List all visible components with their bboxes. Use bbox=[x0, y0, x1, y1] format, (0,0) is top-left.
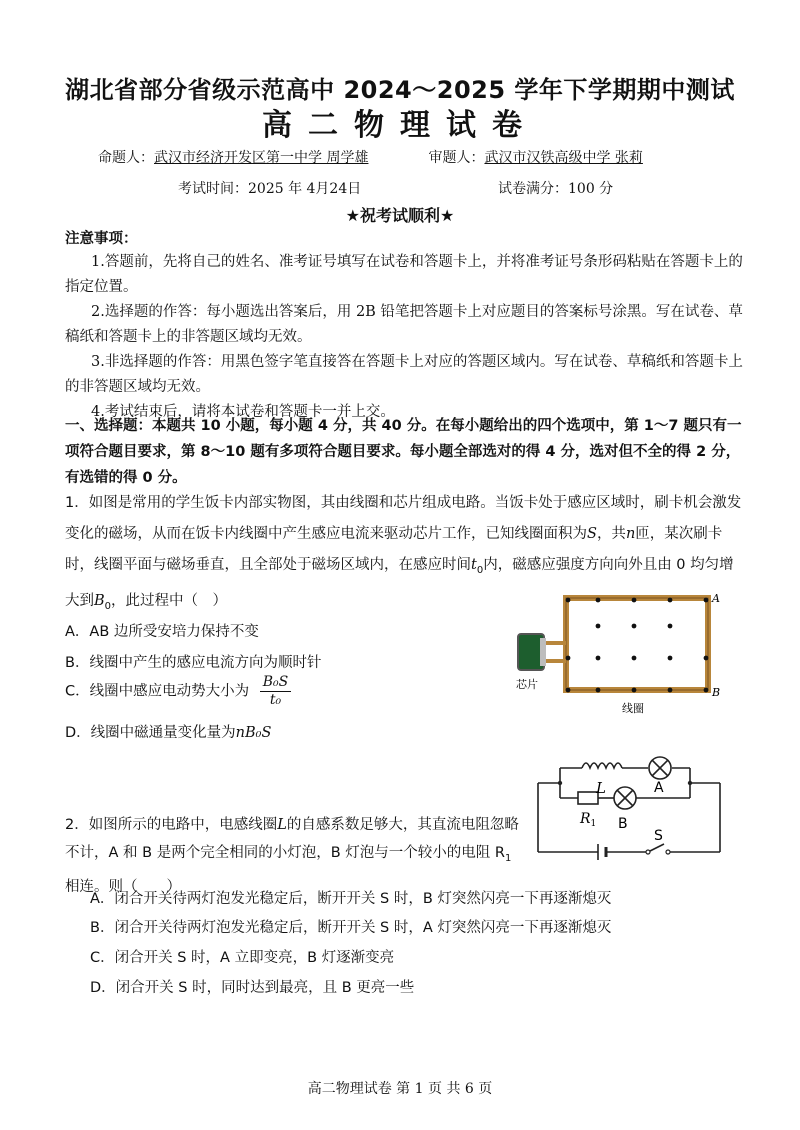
exam-title: 高二物理试卷 bbox=[262, 108, 538, 143]
notices-heading: 注意事项： bbox=[65, 231, 138, 247]
good-luck-banner: ★祝考试顺利★ bbox=[345, 206, 455, 225]
setter-label: 命题人： bbox=[98, 150, 154, 166]
magnetic-field-dots bbox=[566, 598, 709, 693]
exam-time: 考试时间：2025 年 4月24日 bbox=[178, 181, 362, 197]
label-s: S bbox=[654, 828, 663, 844]
fraction-b0s-over-t0: $\frac{\text{B₀S}}{\text{t₀}}$ bbox=[260, 674, 292, 709]
page-footer: 高二物理试卷 第 1 页 共 6 页 bbox=[307, 1081, 493, 1097]
switch bbox=[648, 844, 664, 852]
full-score: 试卷满分：100 分 bbox=[498, 181, 614, 197]
circuit-figure bbox=[530, 748, 730, 866]
label-a: A bbox=[654, 780, 664, 796]
q1-option-d: D．线圈中磁通量变化量为nB₀S bbox=[65, 725, 272, 741]
q1-option-c: C．线圈中感应电动势大小为 $\frac{\text{B₀S}}{\text{t₀}}$ bbox=[65, 674, 291, 709]
exam-info-line bbox=[178, 178, 614, 198]
label-b: B bbox=[618, 816, 628, 832]
q1-option-b: B．线圈中产生的感应电流方向为顺时针 bbox=[65, 655, 322, 671]
question-1-stem: 1．如图是常用的学生饭卡内部实物图，其由线圈和芯片组成电路。当饭卡处于感应区域时，刷卡机会激发变化的磁场，从而在饭卡内线圈中产生感应电流来驱动芯片工作，已知线圈面积为S，共n匝，某次刷卡时，线圈平面与磁场垂直，且全部处于磁场区域内，在感应时间$t_0$内，磁感应强度方向向外且由 0 均匀增大到$B_0$，此过程中（ ） bbox=[65, 495, 742, 612]
reviewer-name: 武汉市汉铁高级中学 张莉 bbox=[484, 150, 643, 166]
question-2-stem: 2．如图所示的电路中，电感线圈L的自感系数足够大，其直流电阻忽略不计，A 和 B 是两个完全相同的小灯泡，B 灯泡与一个较小的电阻 $R_1$相连。则（ ） bbox=[65, 817, 519, 895]
q2-option-c: C．闭合开关 S 时，A 立即变亮，B 灯逐渐变亮 bbox=[90, 950, 395, 966]
setter-name: 武汉市经济开发区第一中学 周学雄 bbox=[154, 150, 369, 166]
inductor bbox=[582, 763, 622, 768]
chip-label: 芯片 bbox=[516, 678, 538, 691]
resistor bbox=[578, 792, 598, 804]
coil-loop bbox=[566, 598, 708, 690]
notices-list bbox=[65, 250, 745, 425]
notice-item: 1.答题前，先将自己的姓名、准考证号填写在试卷和答题卡上，并将准考证号条形码粘贴在答题卡上的指定位置。 bbox=[65, 254, 743, 295]
q2-option-d: D．闭合开关 S 时，同时达到最亮，且 B 更亮一些 bbox=[90, 980, 415, 996]
coil-label: 线圈 bbox=[622, 702, 644, 715]
fig-label-b: B bbox=[712, 686, 721, 699]
q2-option-b: B．闭合开关待两灯泡发光稳定后，断开开关 S 时，A 灯突然闪亮一下再逐渐熄灭 bbox=[90, 920, 612, 936]
reviewer-label: 审题人： bbox=[428, 150, 485, 166]
q2-option-a: A．闭合开关待两灯泡发光稳定后，断开开关 S 时，B 灯突然闪亮一下再逐渐熄灭 bbox=[90, 891, 612, 907]
notice-item: 3.非选择题的作答：用黑色签字笔直接答在答题卡上对应的答题区域内。写在试卷、草稿纸和答题卡上的非答题区域均无效。 bbox=[65, 354, 743, 395]
fig-label-a: A bbox=[712, 592, 720, 605]
section-heading: 一、选择题：本题共 10 小题，每小题 4 分，共 40 分。在每小题给出的四个选项中，第 1～7 题只有一项符合题目要求，第 8～10 题有多项符合题目要求。每小题全部选对的得 4 分，选对但不全的得 2 分，有选错的得 0 分。 bbox=[65, 418, 742, 486]
label-r1: $R_1$ bbox=[580, 811, 597, 829]
q1-option-a: A．AB 边所受安培力保持不变 bbox=[65, 624, 259, 640]
authors-line bbox=[98, 147, 643, 167]
notice-item: 4.考试结束后，请将本试卷和答题卡一并上交。 bbox=[91, 404, 395, 420]
exam-title-line1: 湖北省部分省级示范高中 2024～2025 学年下学期期中测试 bbox=[65, 76, 735, 104]
coil-figure bbox=[510, 588, 730, 718]
label-l: L bbox=[596, 779, 606, 797]
notice-item: 2.选择题的作答：每小题选出答案后，用 2B 铅笔把答题卡上对应题目的答案标号涂黑。写在试卷、草稿纸和答题卡上的非答题区域均无效。 bbox=[65, 304, 743, 345]
